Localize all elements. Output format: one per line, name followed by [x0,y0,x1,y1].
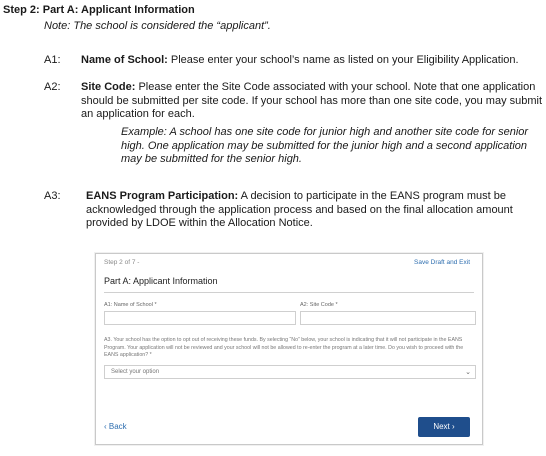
item-a2-heading: Site Code: [81,81,136,93]
item-number-a3: A3: [44,190,61,202]
item-a1 [81,54,541,68]
site-code-input[interactable] [300,311,476,325]
chevron-down-icon: ⌄ [465,369,471,376]
school-name-label: A1: Name of School * [104,302,157,308]
item-a2-example: Example: A school has one site code for junior high and another site code for senior high. One application may be submitted for the junior high and a second application may be submitted for the senior high. [121,126,529,165]
participation-question: A3. Your school has the option to opt out of receiving these funds. By selecting “No” below, your school is indicating that it will not participate in the EANS Program. Your application will not be reviewed and your school will not be allowed to re-enter the program at a later time. Do you wish to proceed with the EANS application? * [104,337,464,359]
item-number-a1: A1: [44,54,61,66]
item-a3-heading: EANS Program Participation: [86,190,239,202]
form-title: Part A: Applicant Information [104,276,218,286]
save-draft-link[interactable]: Save Draft and Exit [414,259,470,266]
back-button[interactable]: ‹ Back [104,422,127,431]
next-button[interactable]: Next › [418,417,470,437]
participation-select[interactable] [104,365,476,379]
item-a2-text: Please enter the Site Code associated with your school. Note that one application should be submitted per site code. If your school has more than one site code, you may submit an application for each. [81,81,543,120]
site-code-label: A2: Site Code * [300,302,338,308]
item-number-a2: A2: [44,81,61,93]
step-title: Step 2: Part A: Applicant Information [3,4,195,16]
participation-select-value: Select your option [111,369,160,375]
applicant-note: Note: The school is considered the “applicant”. [44,20,271,32]
form-divider [104,292,474,293]
form-step-indicator: Step 2 of 7 - [104,259,140,266]
school-name-input[interactable] [104,311,296,325]
item-a3-text: A decision to participate in the EANS program must be acknowledged through the application process and based on the final allocation amount provided by LDOE within the Allocation Notice. [86,190,513,229]
item-a1-heading: Name of School: [81,54,168,66]
item-a1-text: Please enter your school’s name as listed on your Eligibility Application. [170,54,519,66]
item-a2 [81,81,543,122]
form-screenshot [95,253,483,445]
item-a3 [86,190,526,231]
